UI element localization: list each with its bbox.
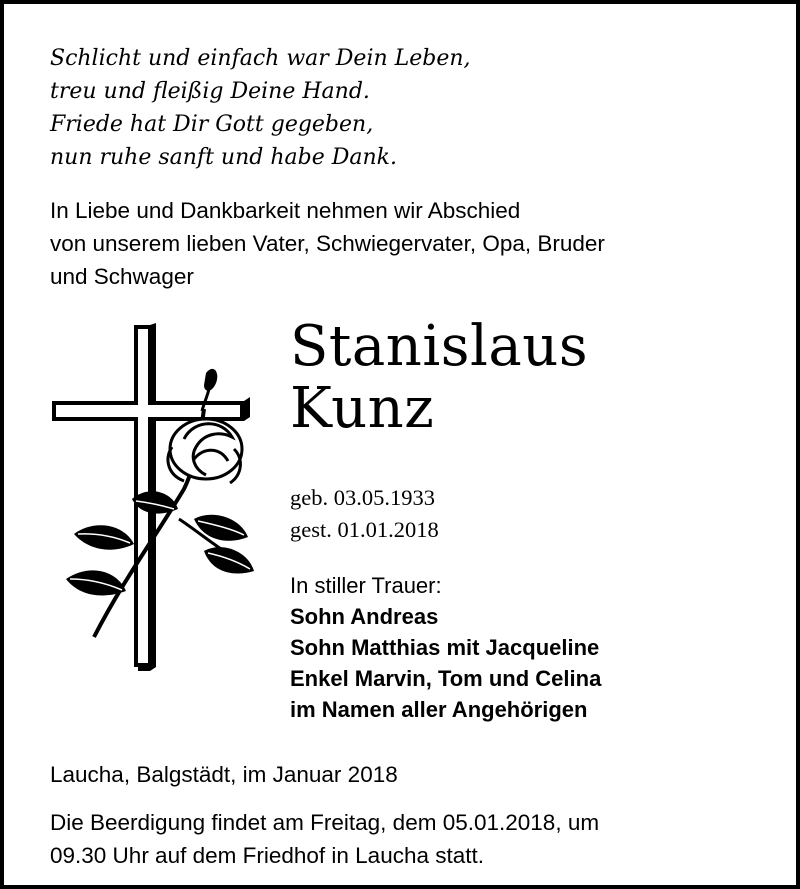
mourner-name: Enkel Marvin, Tom und Celina [290,666,602,691]
deceased-name [290,316,588,440]
mourners [290,570,601,725]
intro-line: von unserem lieben Vater, Schwiegervater, Opa, Bruder [50,231,605,256]
cross-with-rose-icon [44,319,259,679]
place-date-text: Laucha, Balgstädt, im Januar 2018 [50,762,398,787]
mourner-name: Sohn Andreas [290,604,439,629]
mourner-name: im Namen aller Angehörigen [290,697,588,722]
farewell-intro [50,194,605,293]
funeral-notice [50,806,599,872]
funeral-line: Die Beerdigung findet am Freitag, dem 05.01.2018, um [50,810,600,835]
intro-line: In Liebe und Dankbarkeit nehmen wir Abschied [50,198,521,223]
deceased-last-name: Kunz [290,376,435,441]
birth-date: geb. 03.05.1933 [290,485,435,510]
life-dates [290,482,439,546]
death-date: gest. 01.01.2018 [290,517,439,542]
poem-line: nun ruhe sanft und habe Dank. [50,145,397,170]
mourner-name: Sohn Matthias mit Jacqueline [290,635,600,660]
poem-line: Schlicht und einfach war Dein Leben, [50,46,471,71]
funeral-line: 09.30 Uhr auf dem Friedhof in Laucha statt. [50,843,485,868]
mourners-intro: In stiller Trauer: [290,573,442,598]
poem [50,42,471,174]
place-and-date [50,758,398,791]
poem-line: Friede hat Dir Gott gegeben, [50,112,374,137]
deceased-first-name: Stanislaus [290,314,589,379]
poem-line: treu und fleißig Deine Hand. [50,79,370,104]
intro-line: und Schwager [50,264,194,289]
